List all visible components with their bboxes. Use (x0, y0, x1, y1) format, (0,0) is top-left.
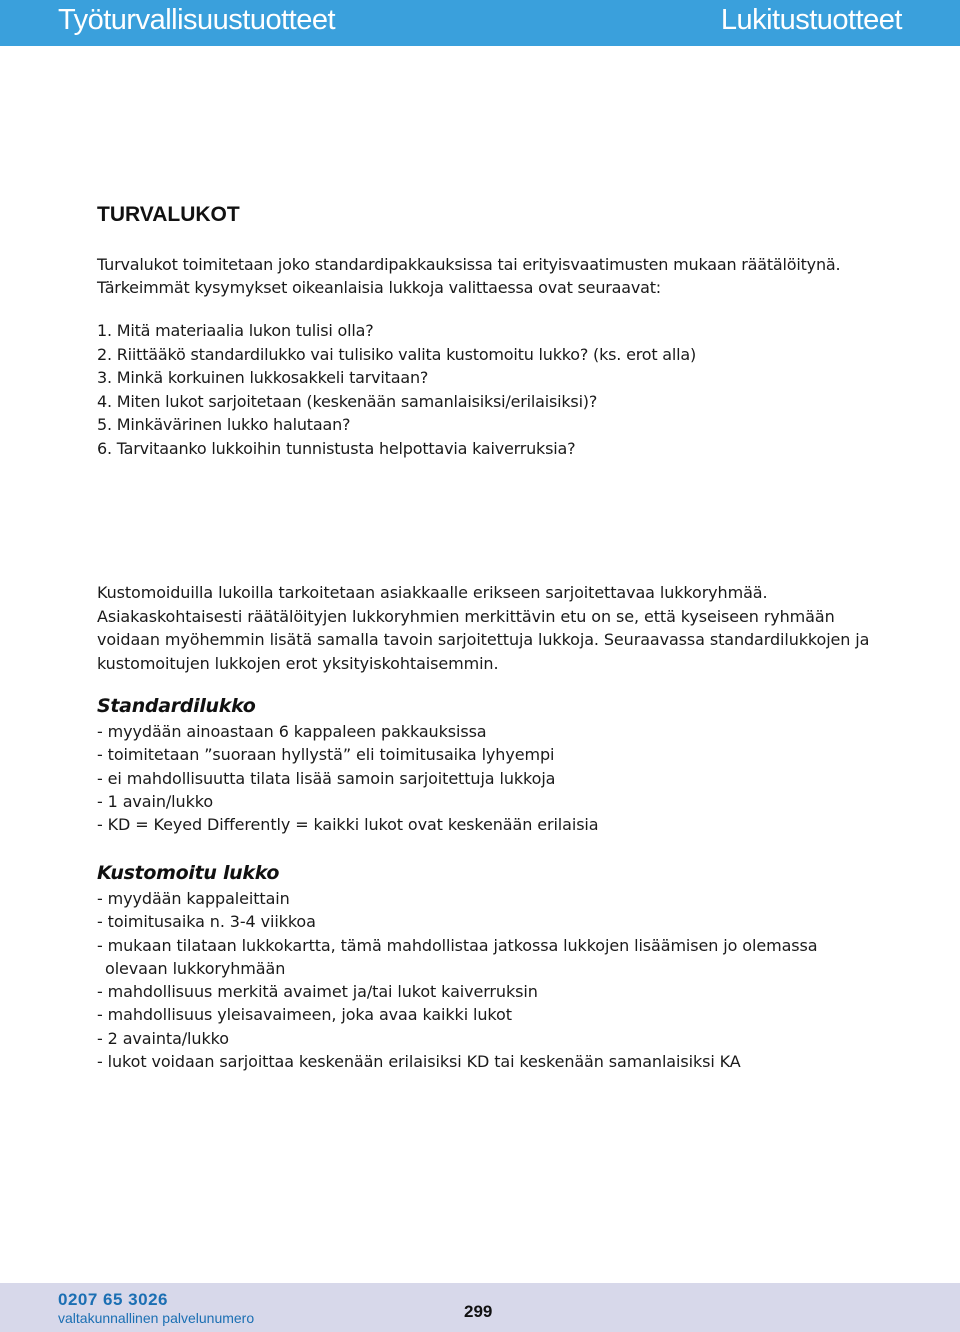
question-item: 5. Minkävärinen lukko halutaan? (97, 415, 351, 434)
list-item: - mahdollisuus yleisavaimeen, joka avaa kaikki lukot (97, 1005, 512, 1025)
standard-lock-list (97, 720, 887, 836)
footer-service-label: valtakunnallinen palvelunumero (58, 1310, 255, 1326)
list-item: - ei mahdollisuutta tilata lisää samoin sarjoitettuja lukkoja (97, 768, 556, 788)
page-footer (0, 1283, 960, 1332)
list-item: - myydään kappaleittain (97, 889, 290, 908)
list-item: - KD = Keyed Differently = kaikki lukot ovat keskenään erilaisia (97, 815, 599, 835)
standard-lock-title: Standardilukko (97, 695, 256, 717)
page-number: 299 (464, 1302, 493, 1321)
custom-locks-paragraph: Kustomoiduilla lukoilla tarkoitetaan asiakkaalle erikseen sarjoitettavaa lukkoryhmää. Asiakaskohtaisesti räätälöityjen lukkoryhmien merkittävin etu on se, että kyseiseen ryhmään voidaan myöhemmin lisätä samalla tavoin sarjoitettuja lukkoja. Seuraavassa standardilukkojen ja kustomoitujen lukkojen erot yksityiskohtaisemmin. (97, 583, 870, 673)
list-item: - 2 avainta/lukko (97, 1028, 229, 1048)
intro-paragraph: Turvalukot toimitetaan joko standardipakkauksissa tai erityisvaatimusten mukaan räätälöitynä. Tärkeimmät kysymykset oikeanlaisia lukkoja valittaessa ovat seuraavat: (97, 255, 841, 297)
custom-lock-list (97, 887, 887, 1073)
footer-phone: 0207 65 3026 (58, 1290, 168, 1309)
list-item: - toimitetaan ”suoraan hyllystä” eli toimitusaika lyhyempi (97, 745, 555, 765)
question-item: 3. Minkä korkuinen lukkosakkeli tarvitaan? (97, 368, 429, 387)
list-item: - toimitusaika n. 3-4 viikkoa (97, 912, 316, 932)
question-item: 2. Riittääkö standardilukko vai tulisiko valita kustomoitu lukko? (ks. erot alla) (97, 344, 697, 364)
custom-lock-title: Kustomoitu lukko (97, 862, 280, 884)
page-header (0, 0, 960, 46)
question-item: 1. Mitä materiaalia lukon tulisi olla? (97, 321, 374, 340)
page-heading: TURVALUKOT (97, 203, 240, 226)
question-item: 6. Tarvitaanko lukkoihin tunnistusta helpottavia kaiverruksia? (97, 438, 576, 458)
question-list (97, 319, 877, 460)
header-section-title: Työturvallisuustuotteet (58, 4, 336, 36)
list-item: - 1 avain/lukko (97, 791, 214, 811)
question-item: 4. Miten lukot sarjoitetaan (keskenään samanlaisiksi/erilaisiksi)? (97, 391, 598, 411)
list-item: - myydään ainoastaan 6 kappaleen pakkauksissa (97, 722, 487, 741)
list-item: - lukot voidaan sarjoittaa keskenään erilaisiksi KD tai keskenään samanlaisiksi KA (97, 1052, 741, 1072)
header-category-title: Lukitustuotteet (720, 4, 902, 36)
list-item: - mahdollisuus merkitä avaimet ja/tai lukot kaiverruksin (97, 982, 538, 1002)
list-item: olevaan lukkoryhmään (105, 958, 286, 978)
list-item: - mukaan tilataan lukkokartta, tämä mahdollistaa jatkossa lukkojen lisäämisen jo olemassa (97, 935, 818, 955)
